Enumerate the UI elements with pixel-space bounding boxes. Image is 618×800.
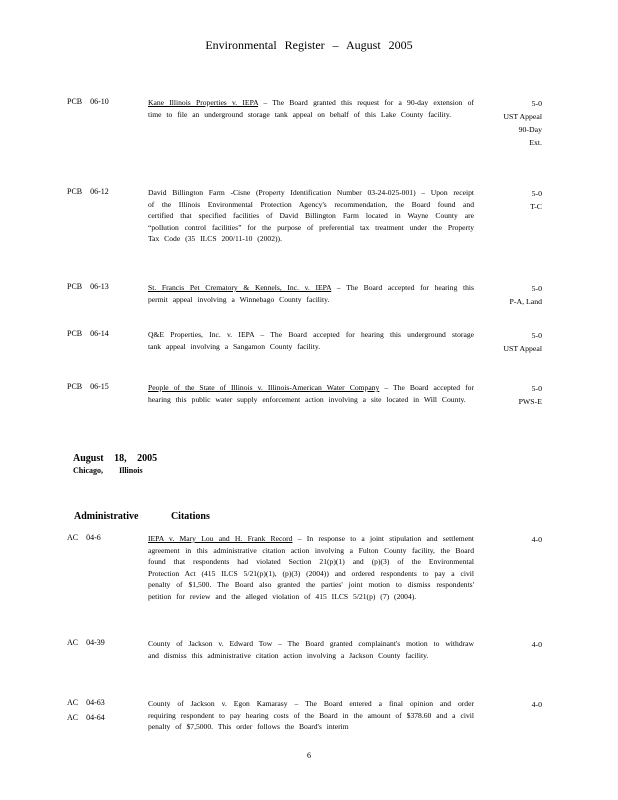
case-number: AC 04-63 <box>67 698 105 707</box>
vote: 5-0 <box>531 189 542 198</box>
case-type: PWS-E <box>518 397 542 406</box>
case-text: Q&E Properties, Inc. v. IEPA – The Board accepted for hearing this underground storage tank appeal involving a Sangamon County facility. <box>148 330 474 351</box>
section-heading: Administrative Citations <box>74 511 210 522</box>
vote-and-type <box>452 329 542 355</box>
case-number: PCB 06-12 <box>67 187 109 196</box>
case-number: AC 04-64 <box>67 713 105 722</box>
case-type: 90-Day <box>518 125 542 134</box>
case-text: – The Board accepted for hearing this permit appeal involving a Winnebago County facility. <box>148 283 475 304</box>
case-description <box>148 382 474 405</box>
case-text: County of Jackson v. Edward Tow – The Board granted complainant's motion to withdraw and dismiss this administrative citation action involving a Jackson County facility. <box>148 639 474 660</box>
case-description <box>148 329 474 352</box>
case-parties: IEPA v. Mary Lou and H. Frank Record <box>148 534 293 543</box>
case-type: T-C <box>530 202 542 211</box>
vote: 5-0 <box>531 284 542 293</box>
vote: 5-0 <box>531 99 542 108</box>
page-header: Environmental Register – August 2005 <box>205 38 413 52</box>
case-number: AC 04-39 <box>67 638 105 647</box>
case-description <box>148 187 474 245</box>
case-number: PCB 06-10 <box>67 97 109 106</box>
case-text: – The Board accepted for hearing this public water supply enforcement action involving a site located in Will County. <box>148 383 474 404</box>
vote-and-type <box>452 533 542 546</box>
vote-and-type <box>452 187 542 213</box>
case-text: – In response to a joint stipulation and settlement agreement in this administrative citation action involving a Fulton County facility, the Board found that respondents had violated Section 21(p)(1) and (p)(3) of the Environmental Protection Act (415 ILCS 5/21(p)(1), (p)(3) (2004)) and ordered respondents to pay a civil penalty of $1,500. The Board also granted the parties' joint motion to dismiss respondents' petition for review and the alleged violation of 415 ILCS 5/21(p) (7) (2004). <box>148 534 474 601</box>
case-number: PCB 06-14 <box>67 329 109 338</box>
case-number: PCB 06-15 <box>67 382 109 391</box>
case-description <box>148 97 474 120</box>
vote: 4-0 <box>531 640 542 649</box>
vote-and-type <box>452 382 542 408</box>
case-type: UST Appeal <box>503 344 542 353</box>
case-parties: People of the State of Illinois v. Illinois-American Water Company <box>148 383 380 392</box>
case-text: David Billington Farm -Cisne (Property Identification Number 03-24-025-001) – Upon receipt of the Illinois Environmental Protection Agency's recommendation, the Board found and certified that specified facilities of David Billington Farm located in Wayne County are “pollution control facilities” for the purpose of preferential tax treatment under the Property Tax Code (35 ILCS 200/11-10 (2002)). <box>148 188 474 244</box>
case-type: P-A, Land <box>509 297 542 306</box>
vote-and-type <box>452 282 542 308</box>
case-text: County of Jackson v. Egon Kamarasy – The Board entered a final opinion and order requiring respondent to pay hearing costs of the Board in the amount of $378.60 and a civil penalty of $7,5000. This order follows the Board's interim <box>148 699 474 732</box>
case-type: Ext. <box>529 138 542 147</box>
meeting-location: Chicago, Illinois <box>73 466 143 475</box>
meeting-date: August 18, 2005 <box>73 453 158 464</box>
vote: 4-0 <box>531 700 542 709</box>
case-text: – The Board granted this request for a 90-day extension of time to file an underground storage tank appeal on behalf of this Lake County facility. <box>148 98 474 119</box>
case-number: PCB 06-13 <box>67 282 109 291</box>
vote-and-type <box>452 97 542 149</box>
vote: 4-0 <box>531 535 542 544</box>
case-description <box>148 282 474 305</box>
case-number: AC 04-6 <box>67 533 101 542</box>
case-type: UST Appeal <box>503 112 542 121</box>
case-parties: Kane Illinois Properties v. IEPA <box>148 98 259 107</box>
case-description <box>148 698 474 733</box>
case-description <box>148 533 474 603</box>
case-description <box>148 638 474 661</box>
vote: 5-0 <box>531 331 542 340</box>
meeting-date-block <box>73 453 157 475</box>
vote: 5-0 <box>531 384 542 393</box>
page-number: 6 <box>307 751 311 760</box>
case-parties: St. Francis Pet Crematory & Kennels, Inc. v. IEPA <box>148 283 332 292</box>
vote-and-type <box>452 698 542 711</box>
vote-and-type <box>452 638 542 651</box>
